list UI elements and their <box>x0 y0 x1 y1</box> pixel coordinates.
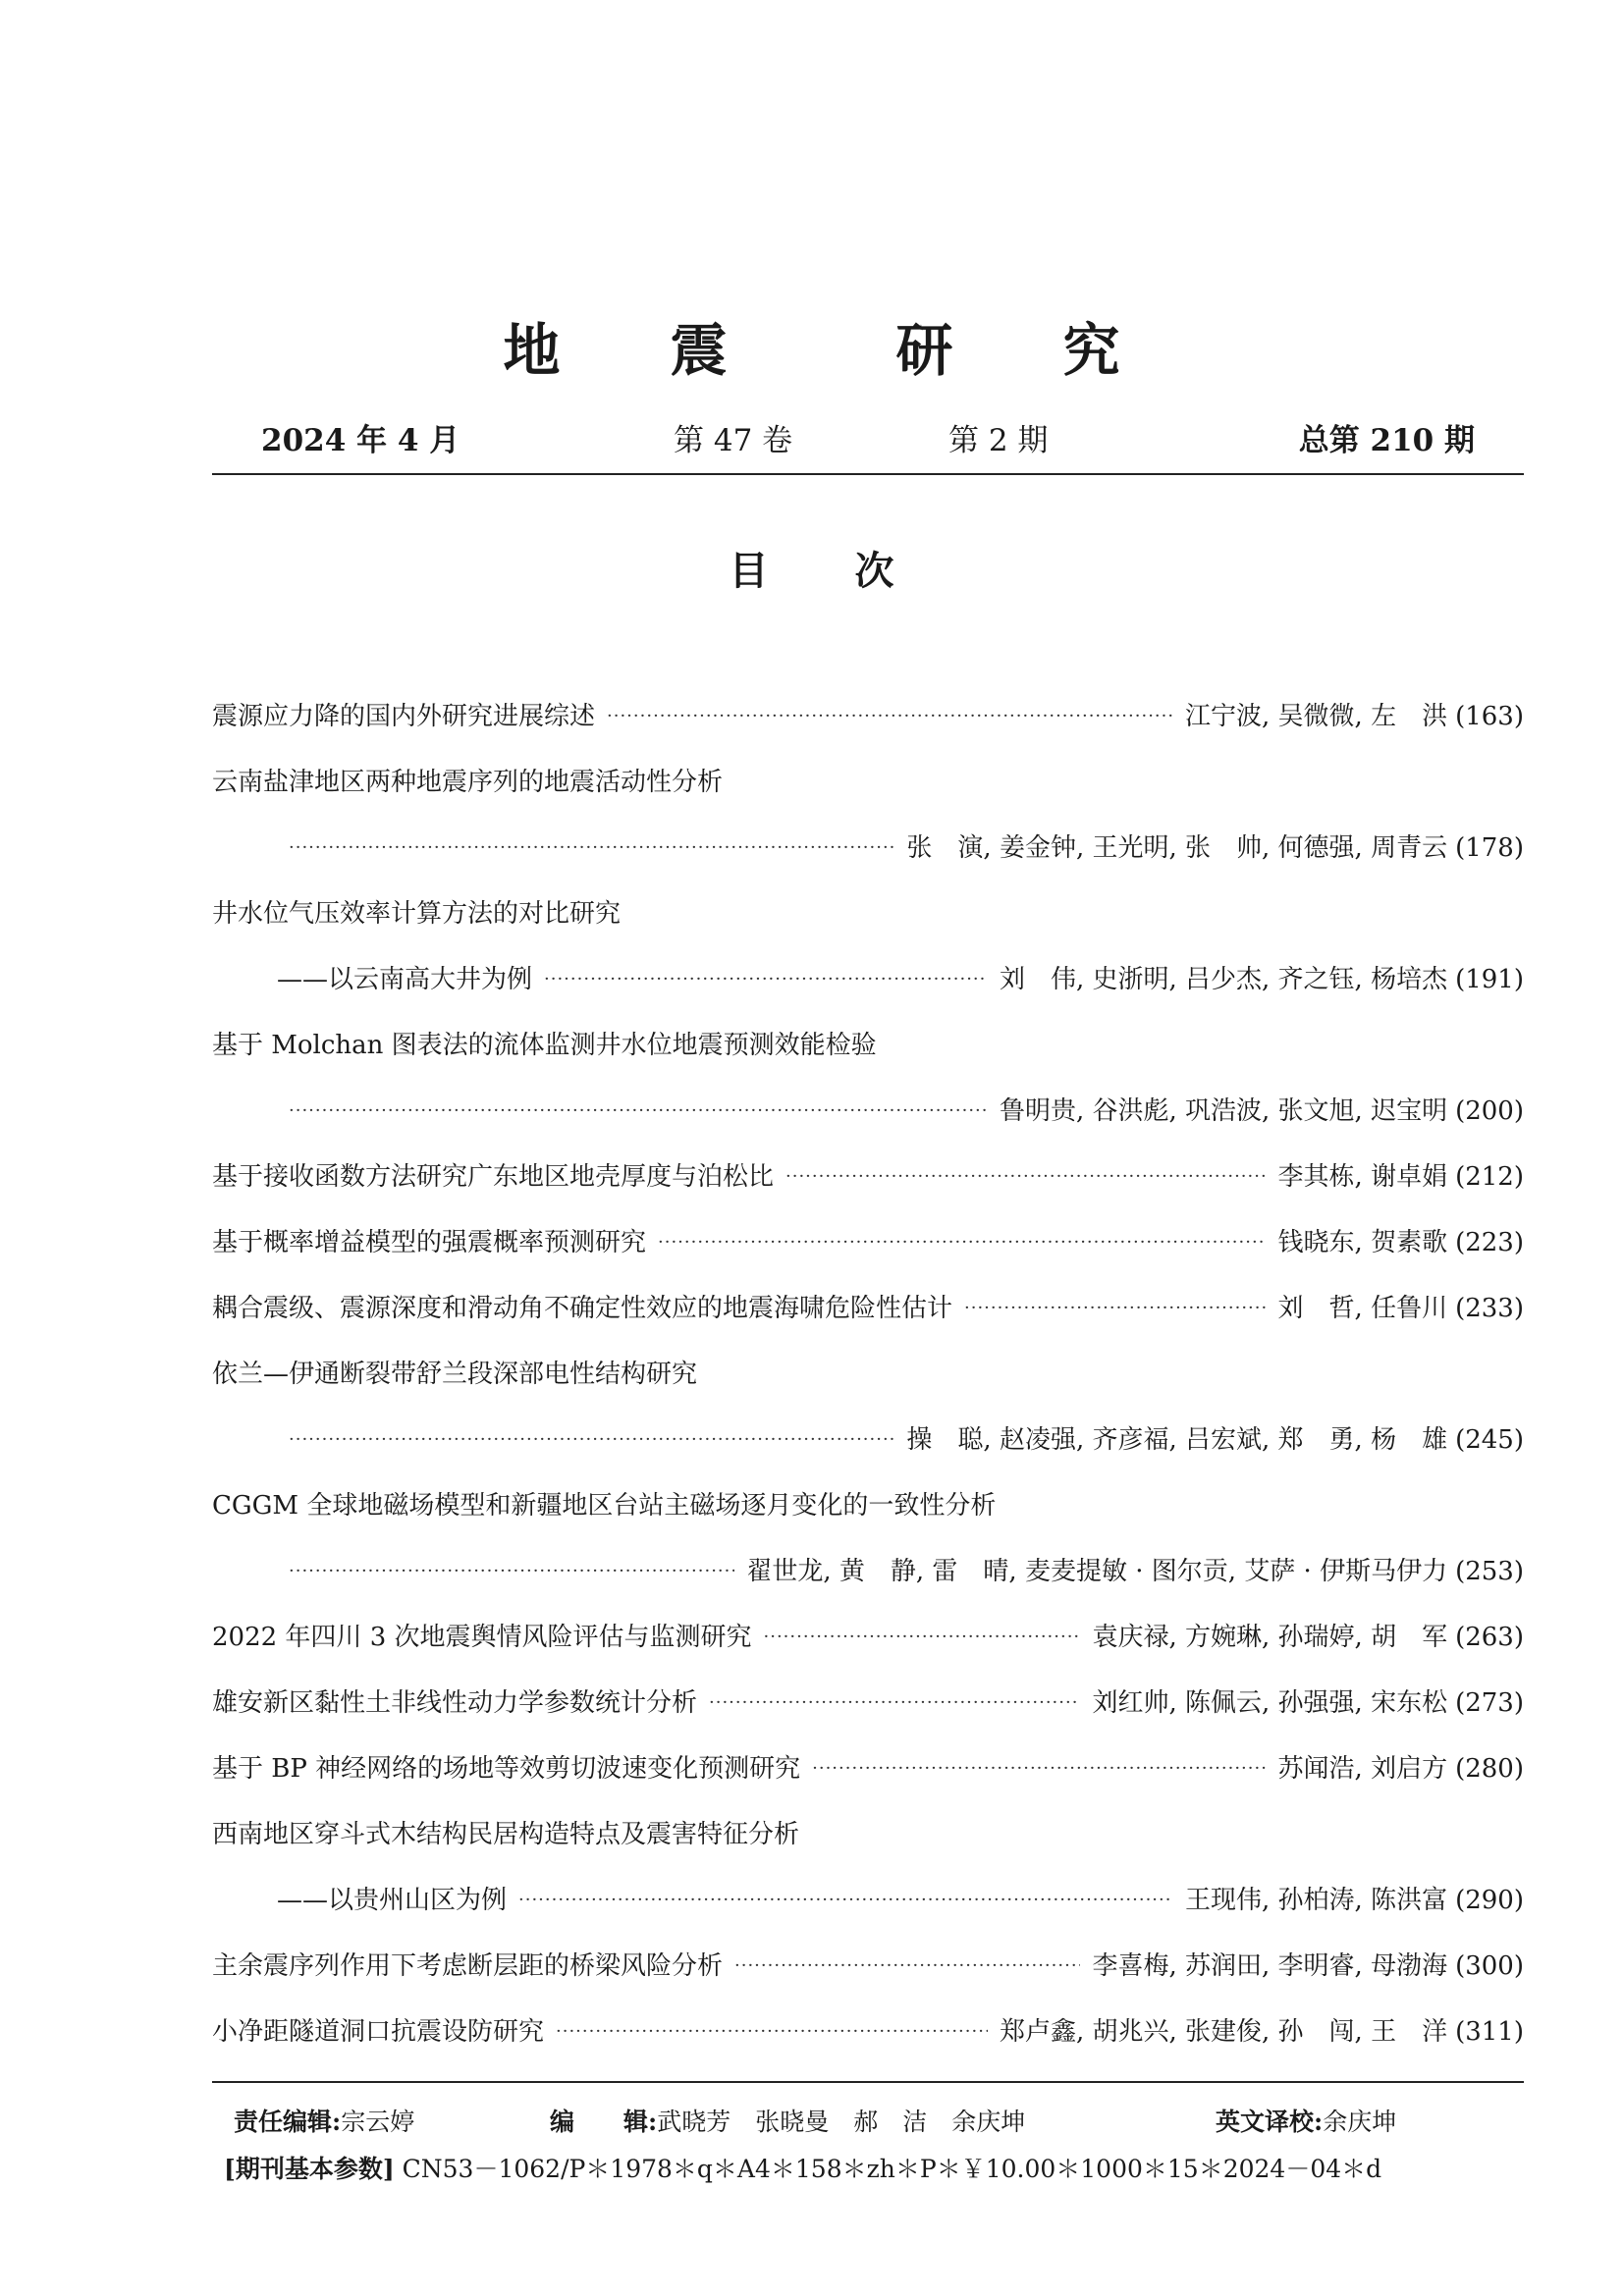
toc-row <box>212 1275 1524 1341</box>
toc-page-number: (263) <box>1455 1622 1524 1652</box>
dot-leader <box>709 1683 1080 1723</box>
toc-row <box>212 1670 1524 1735</box>
toc-article-title: 井水位气压效率计算方法的对比研究 <box>212 898 622 929</box>
params-label: [期刊基本参数] <box>224 2155 395 2183</box>
toc-article-title: 云南盐津地区两种地震序列的地震活动性分析 <box>212 767 724 797</box>
dot-leader <box>607 697 1173 736</box>
toc-row <box>212 1012 1524 1078</box>
toc-row <box>212 749 1524 815</box>
toc-page-number: (300) <box>1455 1950 1524 1981</box>
journal-title-char: 震 <box>670 317 728 384</box>
toc-article-title: 主余震序列作用下考虑断层距的桥梁风险分析 <box>212 1950 724 1981</box>
toc-page-number: (163) <box>1455 701 1524 731</box>
toc-page-number: (223) <box>1455 1227 1524 1257</box>
issue-volume: 第 47 卷 <box>674 423 793 458</box>
chief-editor-label: 责任编辑: <box>234 2108 342 2136</box>
journal-title-char: 地 <box>503 317 561 384</box>
toc-page-number: (290) <box>1455 1885 1524 1915</box>
toc-article-title: 基于接收函数方法研究广东地区地壳厚度与泊松比 <box>212 1161 775 1192</box>
dot-leader <box>289 1092 988 1131</box>
issue-number: 第 2 期 <box>948 423 1049 458</box>
journal-title <box>0 316 1623 385</box>
issue-total: 总第 210 期 <box>1298 423 1475 458</box>
toc-page-number: (178) <box>1455 832 1524 863</box>
dot-leader <box>764 1618 1081 1657</box>
toc-row <box>212 1735 1524 1801</box>
dot-leader <box>658 1223 1267 1262</box>
toc-page-number: (200) <box>1455 1095 1524 1126</box>
dot-leader <box>289 1420 894 1460</box>
toc-page-number: (273) <box>1455 1687 1524 1718</box>
toc-authors: 李其栋, 谢卓娟 <box>1277 1161 1448 1192</box>
toc-page-number: (233) <box>1455 1293 1524 1323</box>
toc-authors: 袁庆禄, 方婉琳, 孙瑞婷, 胡 军 <box>1092 1622 1448 1652</box>
footer-rule <box>212 2081 1524 2083</box>
journal-title-char: 研 <box>895 317 953 384</box>
toc-authors: 刘红帅, 陈佩云, 孙强强, 宋东松 <box>1092 1687 1448 1718</box>
table-of-contents <box>212 683 1524 2064</box>
translation-label: 英文译校: <box>1216 2108 1324 2136</box>
toc-authors: 翟世龙, 黄 静, 雷 晴, 麦麦提敏 · 图尔贡, 艾萨 · 伊斯马伊力 <box>746 1556 1448 1586</box>
toc-row <box>212 1999 1524 2064</box>
toc-article-title: 基于概率增益模型的强震概率预测研究 <box>212 1227 647 1257</box>
toc-row <box>212 1341 1524 1407</box>
toc-heading-char: 目 <box>729 548 769 594</box>
toc-heading-char: 次 <box>854 548 894 594</box>
toc-row <box>212 881 1524 946</box>
toc-row <box>212 1538 1524 1604</box>
dot-leader <box>518 1881 1173 1920</box>
toc-authors: 张 演, 姜金钟, 王光明, 张 帅, 何德强, 周青云 <box>906 832 1448 863</box>
toc-article-title: 雄安新区黏性土非线性动力学参数统计分析 <box>212 1687 698 1718</box>
editors-line <box>234 2099 1520 2146</box>
toc-page-number: (311) <box>1455 2016 1524 2047</box>
toc-row <box>212 683 1524 749</box>
toc-article-title: 耦合震级、震源深度和滑动角不确定性效应的地震海啸危险性估计 <box>212 1293 953 1323</box>
dot-leader <box>734 1947 1080 1986</box>
journal-title-char: 究 <box>1062 317 1120 384</box>
toc-authors: 操 聪, 赵凌强, 齐彦福, 吕宏斌, 郑 勇, 杨 雄 <box>906 1424 1448 1455</box>
toc-article-title: 小净距隧道洞口抗震设防研究 <box>212 2016 545 2047</box>
editors-label: 编 辑: <box>550 2108 658 2136</box>
toc-authors: 江宁波, 吴微微, 左 洪 <box>1185 701 1448 731</box>
toc-row <box>212 1472 1524 1538</box>
toc-article-title: 基于 BP 神经网络的场地等效剪切波速变化预测研究 <box>212 1753 801 1784</box>
editors: 武晓芳 张晓曼 郝 洁 余庆坤 <box>657 2108 1026 2136</box>
journal-params-line <box>224 2146 1520 2193</box>
dot-leader <box>964 1289 1267 1328</box>
chief-editor: 宗云婷 <box>341 2108 415 2136</box>
toc-row <box>212 1209 1524 1275</box>
dot-leader <box>289 1552 734 1591</box>
dot-leader <box>812 1749 1266 1789</box>
header-rule <box>212 473 1524 475</box>
dot-leader <box>785 1157 1267 1197</box>
toc-row <box>212 1867 1524 1933</box>
toc-authors: 刘 哲, 任鲁川 <box>1277 1293 1448 1323</box>
issue-info <box>212 416 1524 465</box>
toc-article-title: 2022 年四川 3 次地震舆情风险评估与监测研究 <box>212 1622 752 1652</box>
toc-row <box>212 1933 1524 1999</box>
toc-authors: 苏闻浩, 刘启方 <box>1277 1753 1448 1784</box>
dot-leader <box>289 828 894 868</box>
toc-authors: 钱晓东, 贺素歌 <box>1277 1227 1448 1257</box>
editorial-footer <box>224 2099 1520 2193</box>
toc-article-title: CGGM 全球地磁场模型和新疆地区台站主磁场逐月变化的一致性分析 <box>212 1490 997 1521</box>
toc-heading <box>0 544 1623 599</box>
toc-page-number: (212) <box>1455 1161 1524 1192</box>
translation-editor: 余庆坤 <box>1323 2108 1397 2136</box>
toc-article-title: 基于 Molchan 图表法的流体监测井水位地震预测效能检验 <box>212 1030 877 1060</box>
toc-article-title: ——以贵州山区为例 <box>277 1885 508 1915</box>
toc-row <box>212 1801 1524 1867</box>
toc-authors: 王现伟, 孙柏涛, 陈洪富 <box>1185 1885 1448 1915</box>
toc-row <box>212 815 1524 881</box>
toc-row <box>212 1407 1524 1472</box>
toc-authors: 刘 伟, 史浙明, 吕少杰, 齐之钰, 杨培杰 <box>999 964 1448 994</box>
dot-leader <box>556 2012 988 2052</box>
toc-row <box>212 1144 1524 1209</box>
toc-page-number: (191) <box>1455 964 1524 994</box>
issue-date: 2024 年 4 月 <box>261 423 460 458</box>
toc-page-number: (280) <box>1455 1753 1524 1784</box>
toc-article-title: ——以云南高大井为例 <box>277 964 533 994</box>
toc-page-number: (253) <box>1455 1556 1524 1586</box>
toc-authors: 鲁明贵, 谷洪彪, 巩浩波, 张文旭, 迟宝明 <box>999 1095 1448 1126</box>
toc-row <box>212 946 1524 1012</box>
toc-page-number: (245) <box>1455 1424 1524 1455</box>
toc-article-title: 震源应力降的国内外研究进展综述 <box>212 701 596 731</box>
toc-row <box>212 1604 1524 1670</box>
toc-article-title: 依兰—伊通断裂带舒兰段深部电性结构研究 <box>212 1359 698 1389</box>
toc-article-title: 西南地区穿斗式木结构民居构造特点及震害特征分析 <box>212 1819 800 1849</box>
dot-leader <box>544 960 988 999</box>
toc-authors: 李喜梅, 苏润田, 李明睿, 母渤海 <box>1092 1950 1448 1981</box>
toc-authors: 郑卢鑫, 胡兆兴, 张建俊, 孙 闯, 王 洋 <box>999 2016 1448 2047</box>
toc-row <box>212 1078 1524 1144</box>
journal-params: CN53－1062/P＊1978＊q＊A4＊158＊zh＊P＊￥10.00＊1000＊15＊2024－04＊d <box>402 2155 1382 2183</box>
